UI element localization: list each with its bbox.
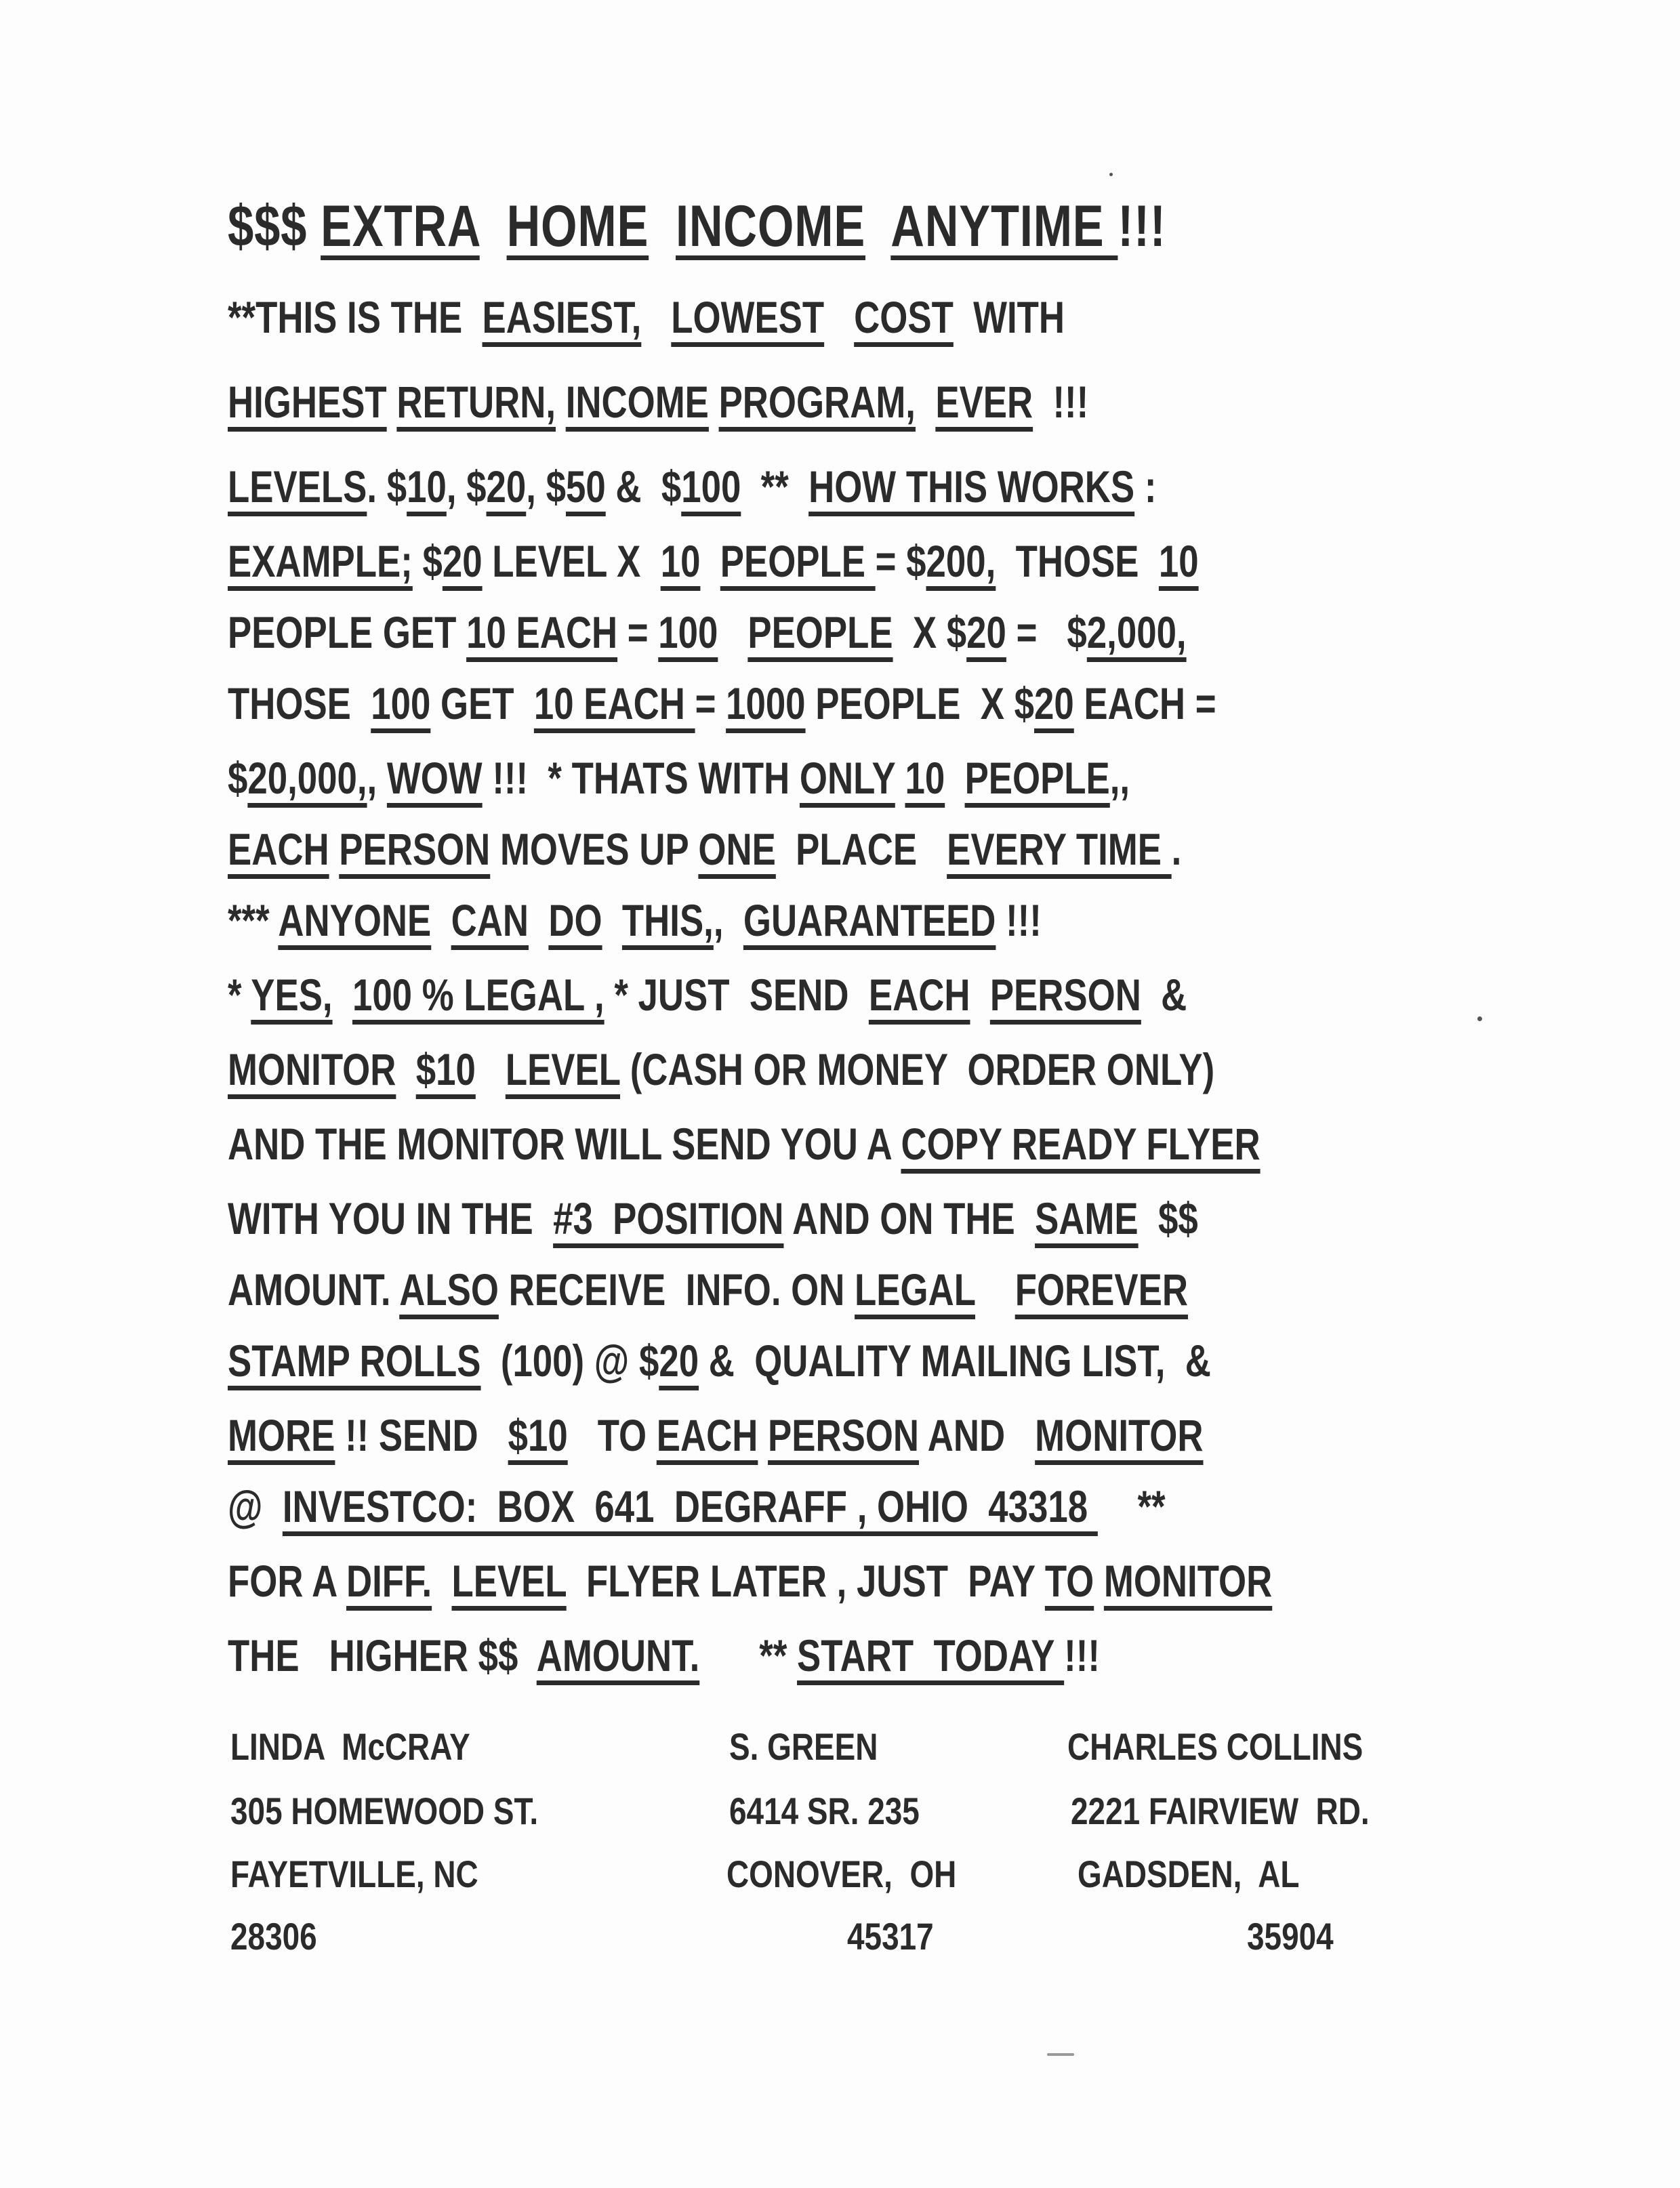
underlined-text: #3 POSITION: [553, 1193, 784, 1243]
text-segment: , $: [446, 461, 487, 512]
text-segment: & QUALITY MAILING LIST, &: [699, 1336, 1211, 1386]
underlined-text: LOWEST: [671, 292, 825, 342]
text-segment: RECEIVE INFO. ON: [498, 1264, 855, 1315]
underlined-text: 20: [1034, 678, 1074, 728]
underlined-text: EASIEST,: [482, 292, 642, 342]
flyer-line: [228, 823, 1181, 875]
underlined-text: 1000: [726, 678, 806, 728]
scan-speck: [1477, 1016, 1482, 1021]
underlined-text: 10 EACH: [466, 607, 618, 657]
underlined-text: YES,: [251, 970, 333, 1020]
flyer-line: [228, 1409, 1204, 1461]
text-segment: [1094, 1556, 1104, 1606]
text-segment: [709, 377, 719, 427]
underlined-text: PEOPLE: [747, 607, 893, 657]
address-name: S. GREEN: [729, 1725, 878, 1768]
underlined-text: 200,: [926, 536, 996, 586]
text-segment: [641, 292, 671, 342]
underlined-text: AMOUNT.: [536, 1630, 700, 1680]
underlined-text: FOREVER: [1015, 1264, 1188, 1315]
text-segment: = $: [1006, 607, 1087, 657]
flyer-line: [228, 1335, 1211, 1386]
flyer-line: [228, 678, 1216, 729]
flyer-headline: [228, 193, 1166, 260]
text-segment: [333, 970, 352, 1020]
underlined-text: LEGAL: [855, 1264, 976, 1315]
text-segment: EACH =: [1073, 678, 1216, 728]
underlined-text: MONITOR: [1035, 1410, 1204, 1460]
text-segment: . $: [367, 461, 407, 512]
underlined-text: LEVELS: [228, 461, 367, 512]
flyer-line: [228, 1630, 1100, 1681]
underlined-text: 10: [407, 461, 447, 512]
flyer-line: [228, 606, 1187, 658]
text-segment: !!!: [1118, 194, 1166, 259]
underlined-text: ONE: [698, 824, 776, 874]
text-segment: [649, 194, 676, 259]
underlined-text: GUARANTEED: [743, 895, 996, 945]
underlined-text: EACH: [228, 824, 329, 874]
underlined-text: RETURN,: [396, 377, 556, 427]
underlined-text: EXTRA: [321, 194, 480, 259]
text-segment: ,,: [1109, 753, 1130, 803]
text-segment: AMOUNT.: [228, 1264, 400, 1315]
address-street: 6414 SR. 235: [729, 1790, 920, 1832]
underlined-text: DO: [548, 895, 602, 945]
text-segment: AND ON THE: [783, 1193, 1036, 1243]
text-segment: MOVES UP: [490, 824, 699, 874]
underlined-text: 100: [658, 607, 718, 657]
underlined-text: PEOPLE: [720, 536, 876, 586]
underlined-text: INCOME: [565, 377, 709, 427]
text-segment: (CASH OR MONEY ORDER ONLY): [620, 1044, 1215, 1094]
text-segment: THE HIGHER $$: [228, 1630, 537, 1680]
underlined-text: 100 % LEGAL ,: [352, 970, 605, 1020]
text-segment: PEOPLE GET: [228, 607, 467, 657]
text-segment: [758, 1410, 768, 1460]
text-segment: :: [1134, 461, 1157, 512]
flyer-line: [228, 1044, 1214, 1095]
address-city: GADSDEN, AL: [1078, 1853, 1300, 1895]
underlined-text: PEOPLE: [964, 753, 1110, 803]
text-segment: * JUST SEND: [604, 970, 869, 1020]
text-segment: [916, 377, 935, 427]
underlined-text: 20: [486, 461, 527, 512]
underlined-text: MONITOR: [228, 1044, 396, 1094]
text-segment: [895, 753, 905, 803]
underlined-text: COPY READY FLYER: [901, 1119, 1261, 1169]
text-segment: [396, 1044, 415, 1094]
text-segment: [602, 895, 622, 945]
text-segment: THOSE: [228, 678, 371, 728]
underlined-text: THIS,: [621, 895, 714, 945]
text-segment: [945, 753, 964, 803]
address-street: 2221 FAIRVIEW RD.: [1071, 1790, 1370, 1832]
text-segment: !!!: [1033, 377, 1089, 427]
text-segment: =: [617, 607, 659, 657]
text-segment: ,: [713, 895, 743, 945]
text-segment: !! SEND: [335, 1410, 508, 1460]
address-city: CONOVER, OH: [726, 1853, 957, 1895]
address-street: 305 HOMEWOOD ST.: [230, 1790, 539, 1832]
text-segment: WITH YOU IN THE: [228, 1193, 554, 1243]
flyer-line: [228, 1118, 1261, 1170]
underlined-text: 20: [659, 1336, 699, 1386]
underlined-text: INVESTCO: BOX 641 DEGRAFF , OHIO 43318: [282, 1481, 1098, 1531]
flyer-line: [228, 1555, 1272, 1607]
underlined-text: STAMP ROLLS: [228, 1336, 481, 1386]
address-city: FAYETVILLE, NC: [230, 1853, 478, 1895]
underlined-text: 20,000,: [247, 753, 367, 803]
underlined-text: MORE: [228, 1410, 335, 1460]
underlined-text: EACH: [656, 1410, 758, 1460]
underlined-text: START TODAY: [797, 1630, 1065, 1680]
text-segment: $$$: [228, 194, 321, 259]
address-zip: 35904: [1247, 1915, 1334, 1958]
text-segment: ***: [228, 895, 279, 945]
underlined-text: 100: [371, 678, 431, 728]
underlined-text: 20: [442, 536, 483, 586]
text-segment: = $: [875, 536, 926, 586]
text-segment: !!!: [996, 895, 1042, 945]
scan-speck: [1109, 173, 1113, 176]
flyer-line: [228, 969, 1187, 1020]
text-segment: [700, 536, 720, 586]
underlined-text: EVER: [935, 377, 1033, 427]
text-segment: X $: [893, 607, 967, 657]
text-segment: [556, 377, 566, 427]
underlined-text: COST: [854, 292, 954, 342]
flyer-line: [228, 1193, 1198, 1244]
text-segment: THOSE: [996, 536, 1159, 586]
text-segment: *: [228, 970, 251, 1020]
scan-mark: [1047, 2053, 1074, 2056]
underlined-text: 100: [681, 461, 741, 512]
text-segment: PEOPLE X $: [805, 678, 1035, 728]
address-zip: 45317: [847, 1915, 934, 1958]
text-segment: !!! * THATS WITH: [482, 753, 800, 803]
text-segment: ,: [367, 753, 387, 803]
underlined-text: WOW: [386, 753, 483, 803]
flyer-line: [228, 894, 1042, 946]
text-segment: [329, 824, 340, 874]
underlined-text: ALSO: [399, 1264, 499, 1315]
underlined-text: EACH: [868, 970, 970, 1020]
text-segment: [865, 194, 890, 259]
underlined-text: $10: [415, 1044, 476, 1094]
text-segment: =: [695, 678, 726, 728]
text-segment: TO: [567, 1410, 657, 1460]
underlined-text: INCOME: [676, 194, 866, 259]
text-segment: [432, 1556, 451, 1606]
text-segment: FLYER LATER , JUST PAY: [566, 1556, 1045, 1606]
text-segment: [529, 895, 548, 945]
underlined-text: EXAMPLE;: [228, 536, 413, 586]
underlined-text: 10: [1158, 536, 1199, 586]
underlined-text: LEVEL: [451, 1556, 567, 1606]
underlined-text: PROGRAM,: [718, 377, 916, 427]
underlined-text: ANYONE: [278, 895, 432, 945]
underlined-text: 10: [660, 536, 701, 586]
underlined-text: 50: [565, 461, 606, 512]
text-segment: AND THE MONITOR WILL SEND YOU A: [228, 1119, 901, 1169]
text-segment: **: [741, 461, 809, 512]
text-segment: &: [1141, 970, 1187, 1020]
text-segment: , $: [526, 461, 566, 512]
text-segment: AND: [919, 1410, 1036, 1460]
underlined-text: PERSON: [989, 970, 1141, 1020]
text-segment: [431, 895, 451, 945]
text-segment: **: [1097, 1481, 1166, 1531]
underlined-text: LEVEL: [505, 1044, 621, 1094]
text-segment: [824, 292, 854, 342]
text-segment: WITH: [953, 292, 1065, 342]
underlined-text: HIGHEST: [228, 377, 387, 427]
text-segment: & $: [605, 461, 682, 512]
underlined-text: EVERY TIME: [947, 824, 1172, 874]
underlined-text: PERSON: [339, 824, 491, 874]
underlined-text: 10 EACH: [533, 678, 695, 728]
flyer-line: [228, 291, 1065, 343]
text-segment: [387, 377, 397, 427]
text-segment: $: [412, 536, 443, 586]
underlined-text: 2,000,: [1086, 607, 1187, 657]
text-segment: $$: [1138, 1193, 1198, 1243]
underlined-text: ANYTIME: [890, 194, 1118, 259]
underlined-text: SAME: [1035, 1193, 1139, 1243]
text-segment: LEVEL X: [482, 536, 661, 586]
underlined-text: ONLY: [799, 753, 895, 803]
underlined-text: MONITOR: [1103, 1556, 1273, 1606]
text-segment: !!!: [1064, 1630, 1100, 1680]
text-segment: **: [699, 1630, 798, 1680]
text-segment: [975, 1264, 1015, 1315]
underlined-text: DIFF.: [346, 1556, 432, 1606]
underlined-text: HOME: [506, 194, 649, 259]
text-segment: .: [1171, 824, 1182, 874]
flyer-line: [228, 1264, 1188, 1315]
text-segment: [476, 1044, 506, 1094]
text-segment: GET: [430, 678, 534, 728]
text-segment: FOR A: [228, 1556, 347, 1606]
text-segment: [718, 607, 747, 657]
text-segment: [480, 194, 507, 259]
text-segment: **THIS IS THE: [228, 292, 483, 342]
flyer-line: [228, 1481, 1166, 1532]
flyer-line: [228, 535, 1199, 587]
address-zip: 28306: [230, 1915, 317, 1958]
flyer-line: [228, 461, 1156, 512]
text-segment: [970, 970, 989, 1020]
underlined-text: 20: [966, 607, 1006, 657]
address-name: CHARLES COLLINS: [1067, 1725, 1364, 1768]
flyer-line: [228, 752, 1130, 804]
underlined-text: CAN: [451, 895, 529, 945]
underlined-text: TO: [1044, 1556, 1094, 1606]
underlined-text: PERSON: [768, 1410, 920, 1460]
underlined-text: HOW THIS WORKS: [808, 461, 1135, 512]
text-segment: @: [228, 1481, 283, 1531]
underlined-text: $10: [508, 1410, 568, 1460]
text-segment: PLACE: [775, 824, 947, 874]
underlined-text: 10: [905, 753, 945, 803]
flyer-line: [228, 376, 1088, 428]
text-segment: $: [228, 753, 248, 803]
text-segment: (100) @ $: [480, 1336, 659, 1386]
address-name: LINDA McCRAY: [230, 1725, 470, 1768]
